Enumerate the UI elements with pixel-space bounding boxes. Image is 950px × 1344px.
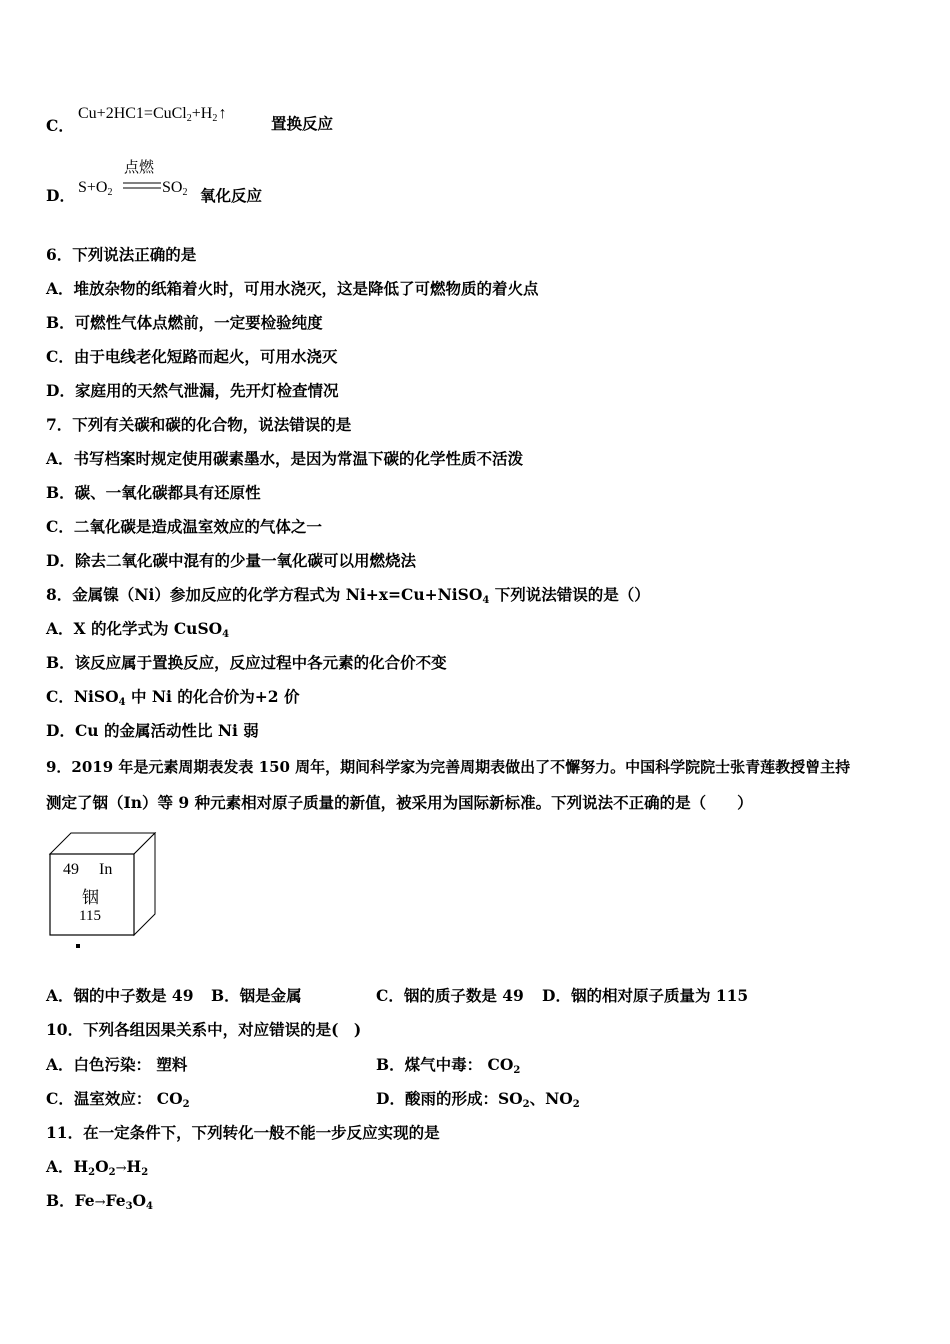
q10-option-b: B．煤气中毒： $CO_2$ (376, 1055, 521, 1076)
element-name: 铟 (82, 888, 99, 908)
q5-c-letter: C． (46, 116, 74, 135)
q5-d-equation-right: $SO_2$ (162, 179, 188, 198)
q10-option-d: D．酸雨的形成：$SO_2$、$NO_2$ (376, 1089, 580, 1110)
q6-option-a: A．堆放杂物的纸箱着火时，可用水浇灭，这是降低了可燃物质的着火点 (46, 279, 539, 298)
q6-option-d: D．家庭用的天然气泄漏，先开灯检查情况 (46, 381, 339, 400)
q5-d-letter: D． (46, 186, 75, 205)
q5-d-equals-sign (123, 182, 161, 190)
q9-option-c: C．铟的质子数是 49 (376, 986, 524, 1005)
element-card-frame (48, 832, 158, 942)
q5-d-condition: 点燃 (124, 160, 155, 176)
q9-option-b: B．铟是金属 (211, 986, 302, 1005)
q9-stem-line1: 9．2019 年是元素周期表发表 150 周年，期间科学家为完善周期表做出了不懈努力。中国科学院院士张青莲教授曾主持 (46, 758, 851, 776)
q10-option-c: C．温室效应： $CO_2$ (46, 1089, 190, 1110)
q6-stem: 6．下列说法正确的是 (46, 245, 197, 264)
q9-option-a: A．铟的中子数是 49 (46, 986, 194, 1005)
q10-option-a: A．白色污染： 塑料 (46, 1055, 188, 1074)
q8-option-a: A．X 的化学式为 CuSO$_4$ (46, 619, 230, 640)
q7-option-d: D．除去二氧化碳中混有的少量一氧化碳可以用燃烧法 (46, 551, 416, 570)
element-symbol: In (99, 861, 113, 878)
q11-option-b: B．$Fe\to Fe_3O_4$ (46, 1191, 154, 1212)
element-atomic-number: 49 (63, 861, 79, 878)
figure-dot (76, 944, 80, 948)
q7-option-b: B．碳、一氧化碳都具有还原性 (46, 483, 261, 502)
q5-d-reaction-type: 氧化反应 (200, 186, 263, 205)
q7-option-a: A．书写档案时规定使用碳素墨水，是因为常温下碳的化学性质不活泼 (46, 449, 524, 468)
q11-stem: 11．在一定条件下，下列转化一般不能一步反应实现的是 (46, 1123, 440, 1142)
q8-option-c: C．NiSO$_4$ 中 Ni 的化合价为+2 价 (46, 687, 300, 708)
q9-option-d: D．铟的相对原子质量为 115 (542, 986, 749, 1005)
q9-stem-line2: 测定了铟（In）等 9 种元素相对原子质量的新值，被采用为国际新标准。下列说法不正确的是（ ） (46, 793, 753, 812)
q7-option-c: C．二氧化碳是造成温室效应的气体之一 (46, 517, 322, 536)
q8-option-b: B．该反应属于置换反应，反应过程中各元素的化合价不变 (46, 653, 447, 672)
q10-stem: 10．下列各组因果关系中，对应错误的是( ) (46, 1020, 362, 1039)
q5-c-reaction-type: 置换反应 (271, 114, 334, 133)
q5-d-equation-left: $S+O_2$ (78, 179, 113, 198)
q7-stem: 7．下列有关碳和碳的化合物，说法错误的是 (46, 415, 352, 434)
element-atomic-mass: 115 (79, 908, 101, 924)
q11-option-a: A．$H_2O_2\to H_2$ (46, 1157, 149, 1178)
q8-option-d: D．Cu 的金属活动性比 Ni 弱 (46, 721, 259, 740)
q6-option-b: B．可燃性气体点燃前，一定要检验纯度 (46, 313, 323, 332)
q5-c-equation: $Cu+2HC1=CuCl_2+H_2$ ↑ (78, 105, 227, 124)
q6-option-c: C．由于电线老化短路而起火，可用水浇灭 (46, 347, 338, 366)
q8-stem: 8．金属镍（Ni）参加反应的化学方程式为 Ni+x=Cu+NiSO$_4$ 下列说法错误的是（） (46, 585, 650, 606)
